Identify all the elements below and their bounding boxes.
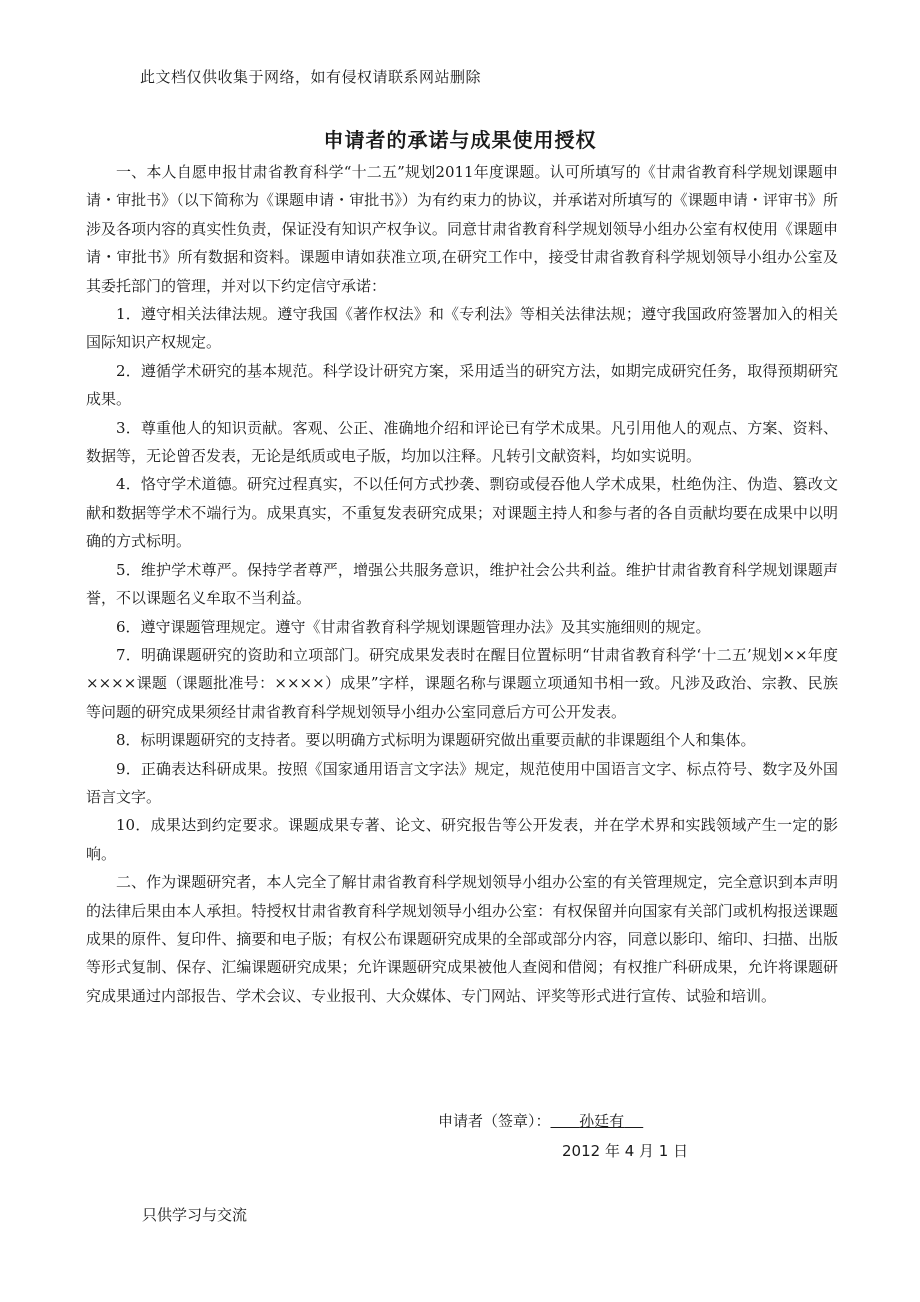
- paragraph-item-7: 7．明确课题研究的资助和立项部门。研究成果发表时在醒目位置标明“甘肃省教育科学‘十二五’规划××年度××××课题（课题批准号：××××）成果”字样，课题名称与课题立项通知书相一致。凡涉及政治、宗教、民族等问题的研究成果须经甘肃省教育科学规划领导小组办公室同意后方可公开发表。: [86, 645, 838, 721]
- signature-label: 申请者（签章）：: [438, 1112, 551, 1130]
- paragraph-item-1: 1．遵守相关法律法规。遵守我国《著作权法》和《专利法》等相关法律法规；遵守我国政府签署加入的相关国际知识产权规定。: [86, 305, 838, 352]
- paragraph-item-2: 2．遵循学术研究的基本规范。科学设计研究方案，采用适当的研究方法，如期完成研究任务，取得预期研究成果。: [86, 361, 838, 409]
- header-note: 此文档仅供收集于网络，如有侵权请联系网站删除: [140, 68, 482, 86]
- signature-name-field: [551, 1110, 681, 1131]
- document-body: [86, 158, 838, 1010]
- paragraph-intro: 一、本人自愿申报甘肃省教育科学“十二五”规划2011年度课题。认可所填写的《甘肃省教育科学规划课题申请・审批书》（以下简称为《课题申请・审批书》）为有约束力的协议，并承诺对所填写的《课题申请・评审书》所涉及各项内容的真实性负责，保证没有知识产权争议。同意甘肃省教育科学规划领导小组办公室有权使用《课题申请・审批书》所有数据和资料。课题申请如获准立项,在研究工作中，接受甘肃省教育科学规划领导小组办公室及其委托部门的管理，并对以下约定信守承诺：: [86, 163, 838, 295]
- page-title: 申请者的承诺与成果使用授权: [323, 128, 597, 152]
- paragraph-item-8: 8．标明课题研究的支持者。要以明确方式标明为课题研究做出重要贡献的非课题组个人和集体。: [116, 731, 756, 750]
- paragraph-item-3: 3．尊重他人的知识贡献。客观、公正、准确地介绍和评论已有学术成果。凡引用他人的观点、方案、资料、数据等，无论曾否发表，无论是纸质或电子版，均加以注释。凡转引文献资料，均如实说明。: [86, 418, 838, 466]
- footer-note: 只供学习与交流: [142, 1206, 248, 1224]
- signature-name: 孙廷有: [579, 1112, 625, 1130]
- paragraph-item-4: 4．恪守学术道德。研究过程真实，不以任何方式抄袭、剽窃或侵吞他人学术成果，杜绝伪注、伪造、篡改文献和数据等学术不端行为。成果真实，不重复发表研究成果；对课题主持人和参与者的各自贡献均要在成果中以明确的方式标明。: [86, 475, 838, 551]
- paragraph-item-6: 6．遵守课题管理规定。遵守《甘肃省教育科学规划课题管理办法》及其实施细则的规定。: [116, 617, 711, 636]
- paragraph-authorization: 二、作为课题研究者，本人完全了解甘肃省教育科学规划领导小组办公室的有关管理规定，完全意识到本声明的法律后果由本人承担。特授权甘肃省教育科学规划领导小组办公室：有权保留并向国家有关部门或机构报送课题成果的原件、复印件、摘要和电子版；有权公布课题研究成果的全部或部分内容，同意以影印、缩印、扫描、出版等形式复制、保存、汇编课题研究成果；允许课题研究成果被他人查阅和借阅；有权推广科研成果，允许将课题研究成果通过内部报告、学术会议、专业报刊、大众媒体、专门网站、评奖等形式进行宣传、试验和培训。: [86, 873, 838, 1005]
- signature-line: [438, 1110, 681, 1131]
- signature-date: 2012 年 4 月 1 日: [562, 1142, 689, 1160]
- paragraph-item-9: 9．正确表达科研成果。按照《国家通用语言文字法》规定，规范使用中国语言文字、标点符号、数字及外国语言文字。: [86, 759, 838, 806]
- paragraph-item-5: 5．维护学术尊严。保持学者尊严，增强公共服务意识，维护社会公共利益。维护甘肃省教育科学规划课题声誉，不以课题名义牟取不当利益。: [86, 560, 838, 608]
- paragraph-item-10: 10．成果达到约定要求。课题成果专著、论文、研究报告等公开发表，并在学术界和实践领域产生一定的影响。: [86, 816, 838, 863]
